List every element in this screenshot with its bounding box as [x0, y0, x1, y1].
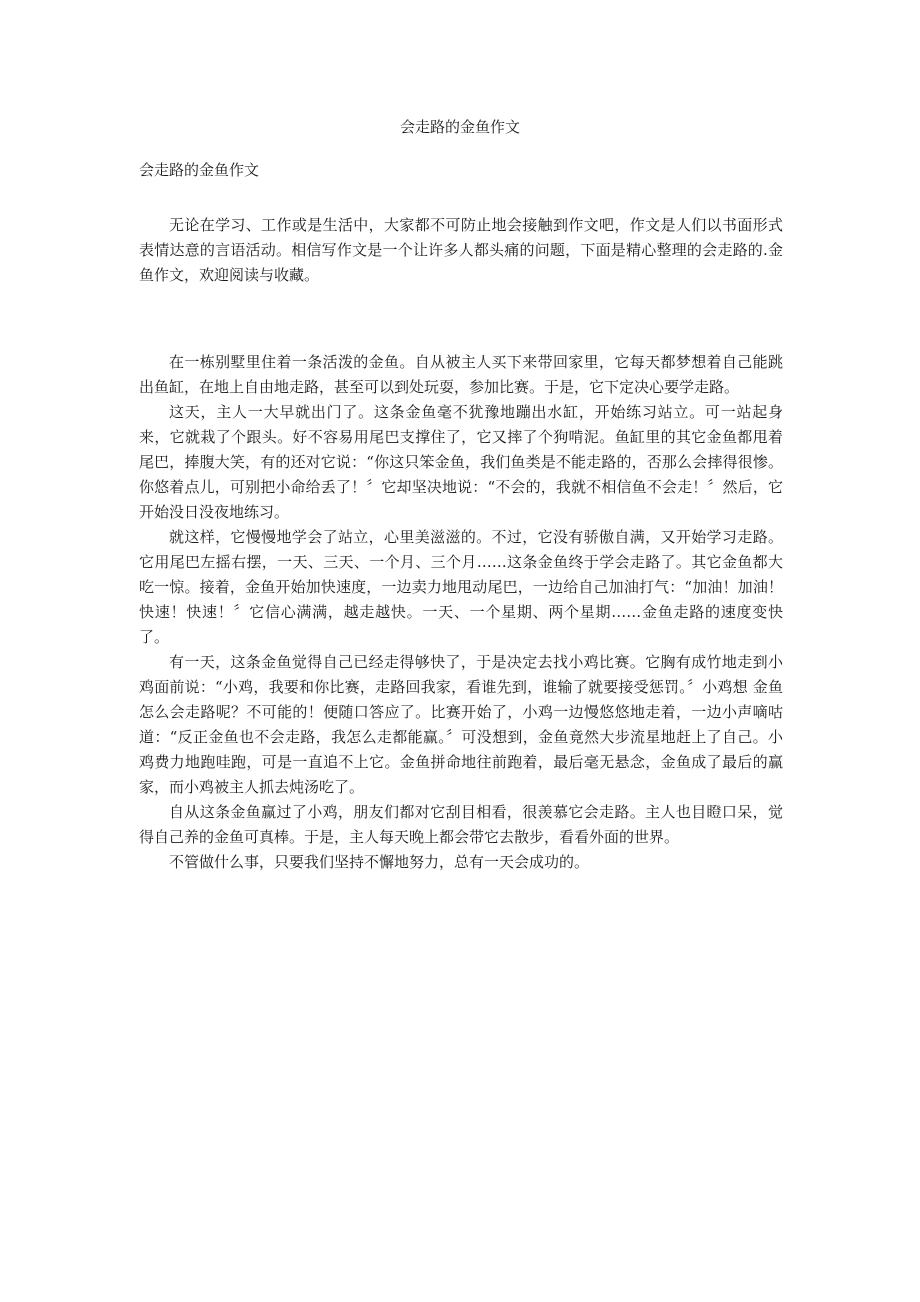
document-title: 会走路的金鱼作文 [399, 118, 520, 136]
story-body [139, 350, 783, 875]
conclusion-paragraph: 不管做什么事，只要我们坚持不懈地努力，总有一天会成功的。 [169, 853, 590, 871]
story-paragraph: 在一栋别墅里住着一条活泼的金鱼。自从被主人买下来带回家里，它每天都梦想着自己能跳出鱼缸，在地上自由地走路，甚至可以到处玩耍，参加比赛。于是，它下定决心要学走路。 [139, 353, 783, 396]
story-paragraph: 自从这条金鱼赢过了小鸡，朋友们都对它刮目相看，很羡慕它会走路。主人也目瞪口呆，觉得自己养的金鱼可真棒。于是，主人每天晚上都会带它去散步，看看外面的世界。 [139, 803, 783, 846]
intro-section [139, 213, 783, 288]
story-paragraph: 有一天，这条金鱼觉得自己已经走得够快了，于是决定去找小鸡比赛。它胸有成竹地走到小鸡面前说：“小鸡，我要和你比赛，走路回我家，看谁先到，谁输了就要接受惩罚。〞小鸡想 金鱼怎么会走路呢？不可能的！便随口答应了。比赛开始了，小鸡一边慢悠悠地走着，一边小声嘀咕道：“反正金鱼也不会走路，我怎么走都能赢。〞可没想到，金鱼竟然大步流星地赶上了自己。小鸡费力地跑哇跑，可是一直追不上它。金鱼拼命地往前跑着，最后毫无悬念，金鱼成了最后的赢家，而小鸡被主人抓去炖汤吃了。 [139, 653, 783, 796]
document-subtitle: 会走路的金鱼作文 [139, 161, 260, 179]
story-paragraph: 这天，主人一大早就出门了。这条金鱼毫不犹豫地蹦出水缸，开始练习站立。可一站起身来，它就栽了个跟头。好不容易用尾巴支撑住了，它又摔了个狗啃泥。鱼缸里的其它金鱼都甩着尾巴，捧腹大笑，有的还对它说：“你这只笨金鱼，我们鱼类是不能走路的，否那么会摔得很惨。你悠着点儿，可别把小命给丢了！〞它却坚决地说：“不会的，我就不相信鱼不会走！〞然后，它开始没日没夜地练习。 [139, 403, 783, 521]
intro-paragraph: 无论在学习、工作或是生活中，大家都不可防止地会接触到作文吧，作文是人们以书面形式表情达意的言语活动。相信写作文是一个让许多人都头痛的问题，下面是精心整理的会走路的.金鱼作文，欢迎阅读与收藏。 [139, 216, 783, 284]
story-paragraph: 就这样，它慢慢地学会了站立，心里美滋滋的。不过，它没有骄傲自满，又开始学习走路。它用尾巴左摇右摆，一天、三天、一个月、三个月……这条金鱼终于学会走路了。其它金鱼都大吃一惊。接着，金鱼开始加快速度，一边卖力地甩动尾巴，一边给自己加油打气：“加油！加油！快速！快速！〞它信心满满，越走越快。一天、一个星期、两个星期……金鱼走路的速度变快了。 [139, 528, 783, 646]
